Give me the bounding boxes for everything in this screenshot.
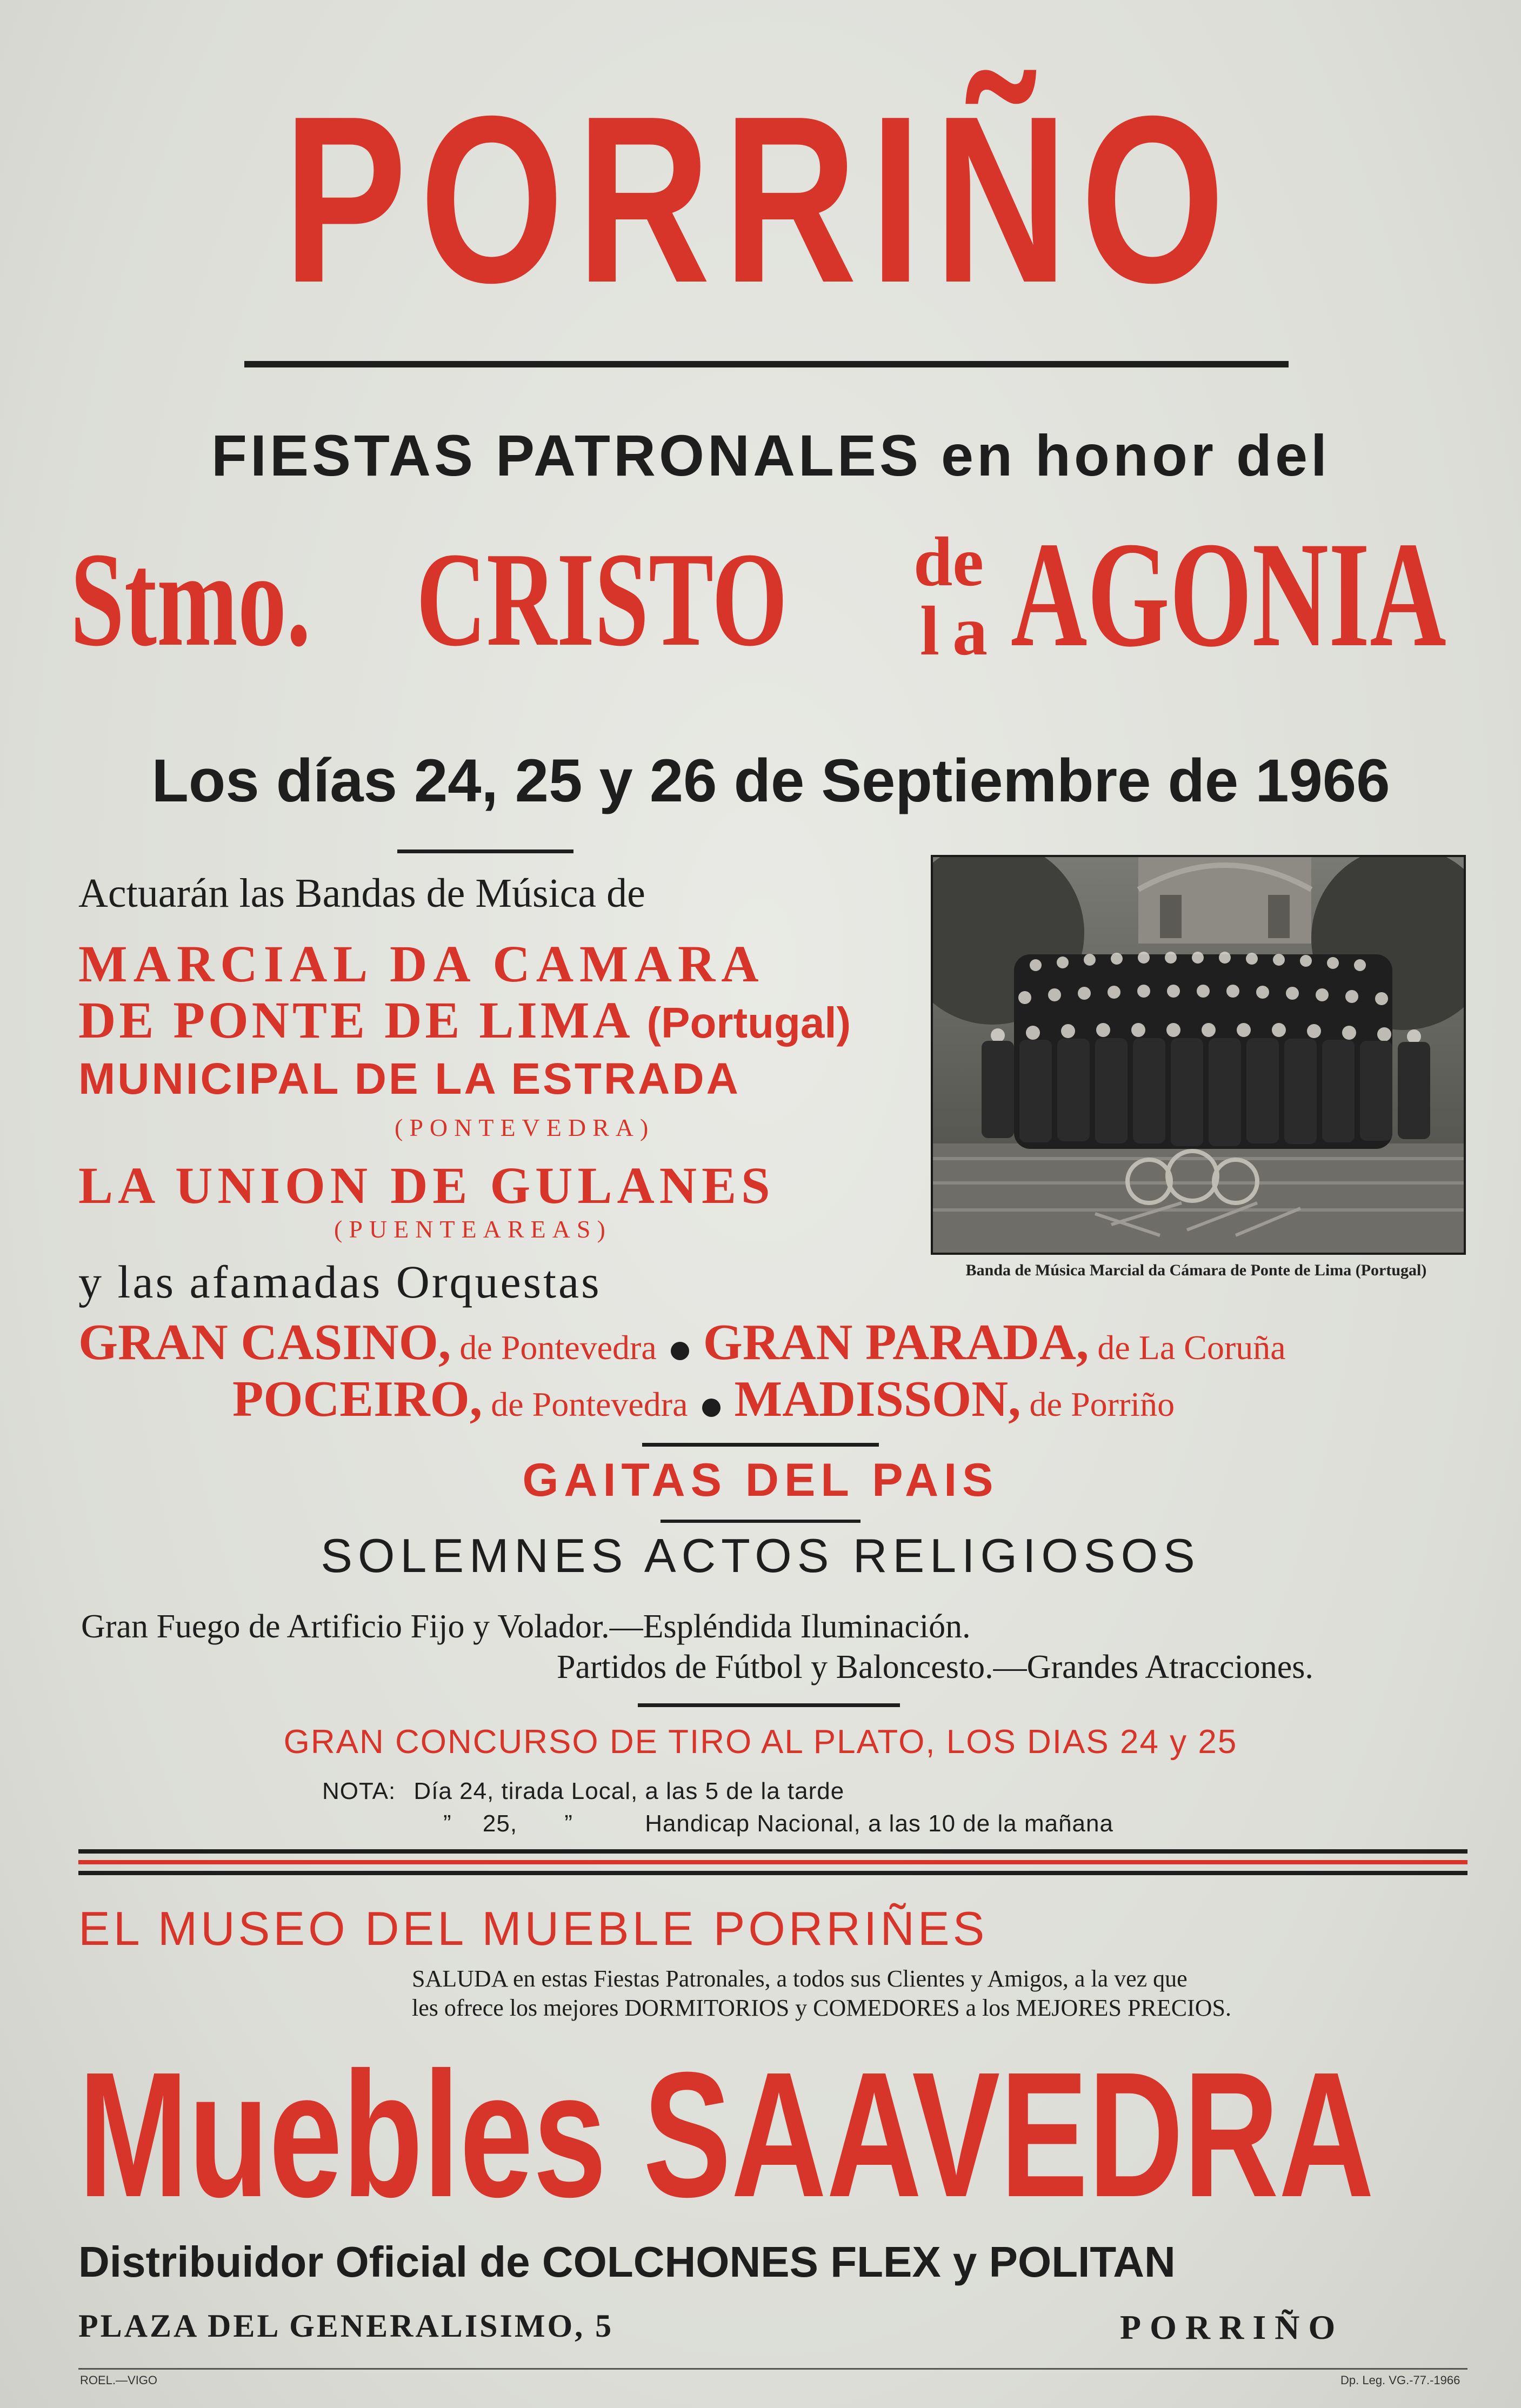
note-line-2 <box>443 1810 1113 1837</box>
printer-mark <box>80 2373 157 2387</box>
legal-deposit <box>1340 2373 1460 2387</box>
museum-text: EL MUSEO DEL MUEBLE PORRIÑES <box>78 1902 988 1955</box>
contest-line <box>0 1723 1521 1761</box>
orchestras-intro <box>78 1255 602 1309</box>
dates-text: Los días 24, 25 y 26 de Septiembre de 1966 <box>151 747 1390 814</box>
note-line-1 <box>322 1778 844 1805</box>
city-text: PORRIÑO <box>1120 2308 1344 2346</box>
ad-text-2-content: les ofrece los mejores DORMITORIOS y COMEDORES a los MEJORES PRECIOS. <box>412 1995 1231 2021</box>
orchestra-4-name: MADISSON, <box>734 1371 1021 1427</box>
bullet-dot <box>702 1399 721 1417</box>
brand-text: Muebles SAAVEDRA <box>78 2035 1375 2234</box>
triple-rule-middle <box>78 1860 1467 1864</box>
program-line-1 <box>81 1608 971 1646</box>
orchestra-4-place: de Porriño <box>1029 1385 1175 1423</box>
orchestras-intro-text: y las afamadas Orquestas <box>78 1256 602 1308</box>
dates-line <box>74 746 1468 815</box>
bands-intro-text: Actuarán las Bandas de Música de <box>78 871 645 916</box>
de-text: de <box>913 523 984 601</box>
brand-line <box>78 2035 1521 2234</box>
museum-line <box>78 1901 988 1956</box>
ad-text-1 <box>412 1965 1188 1992</box>
band-1-line-a <box>78 934 765 994</box>
orchestras-separator <box>642 1443 879 1447</box>
orchestras-row-1 <box>78 1313 1286 1372</box>
religious-line <box>0 1528 1521 1583</box>
program-line-2 <box>557 1648 1313 1687</box>
fiestas-line <box>74 422 1468 489</box>
contest-text: GRAN CONCURSO DE TIRO AL PLATO, LOS DIAS 24 y 25 <box>283 1723 1238 1761</box>
band-1-country: (Portugal) <box>646 999 851 1047</box>
ditto-mark-1: ” <box>443 1810 452 1837</box>
triple-rule-top <box>78 1849 1467 1854</box>
legal-text: Dp. Leg. VG.-77.-1966 <box>1340 2373 1460 2387</box>
triple-rule-bottom <box>78 1871 1467 1875</box>
note-1-text: Día 24, tirada Local, a las 5 de la tarde <box>413 1778 845 1804</box>
band-2-place-text: (PONTEVEDRA) <box>395 1114 655 1141</box>
distributor-line <box>78 2237 1176 2287</box>
printer-text: ROEL.—VIGO <box>80 2373 158 2387</box>
cristo-line <box>70 503 1476 708</box>
band-3-name: LA UNION DE GULANES <box>78 1156 775 1214</box>
orchestra-2-name: GRAN PARADA, <box>703 1314 1089 1370</box>
program-line-2-text: Partidos de Fútbol y Baloncesto.—Grandes Atracciones. <box>557 1649 1313 1685</box>
note-2-day: 25, <box>482 1810 518 1837</box>
program-line-1-text: Gran Fuego de Artificio Fijo y Volador.—Espléndida Iluminación. <box>81 1608 971 1645</box>
distributor-text: Distribuidor Oficial de COLCHONES FLEX y POLITAN <box>78 2238 1176 2286</box>
address-line <box>78 2307 613 2345</box>
fiestas-text: FIESTAS PATRONALES en honor del <box>211 423 1331 488</box>
photo-caption-text: Banda de Música Marcial da Cámara de Ponte de Lima (Portugal) <box>965 1261 1427 1279</box>
dates-separator <box>397 850 573 853</box>
ditto-mark-2: ” <box>564 1810 573 1837</box>
town-name: PORRIÑO <box>283 67 1238 332</box>
cristo-text: CRISTO <box>416 525 788 674</box>
orchestras-row-2 <box>232 1370 1175 1428</box>
note-2-text: Handicap Nacional, a las 10 de la mañana <box>645 1810 1113 1837</box>
photo-caption <box>931 1261 1462 1280</box>
address-text: PLAZA DEL GENERALISIMO, 5 <box>78 2308 614 2344</box>
band-2-place <box>395 1113 655 1142</box>
ad-text-1-content: SALUDA en estas Fiestas Patronales, a todos sus Clientes y Amigos, a la vez que <box>412 1965 1188 1992</box>
band-1-line-b <box>78 990 851 1050</box>
band-1-name-a: MARCIAL DA CAMARA <box>78 935 765 993</box>
band-3-line <box>78 1155 775 1215</box>
band-2-name: MUNICIPAL DE LA ESTRADA <box>78 1054 741 1103</box>
gaitas-text: GAITAS DEL PAIS <box>522 1454 999 1506</box>
band-3-place-text: (PUENTEAREAS) <box>334 1215 612 1243</box>
gaitas-separator <box>661 1520 860 1523</box>
band-photo <box>931 855 1466 1255</box>
orchestra-3-place: de Pontevedra <box>491 1385 688 1423</box>
footer-rule <box>78 2368 1467 2370</box>
poster-title <box>0 67 1521 332</box>
religious-text: SOLEMNES ACTOS RELIGIOSOS <box>321 1529 1200 1582</box>
orchestra-1-place: de Pontevedra <box>459 1328 657 1367</box>
ad-text-2 <box>412 1994 1231 2022</box>
city-line <box>1120 2307 1344 2347</box>
band-3-place <box>334 1215 612 1243</box>
bullet-dot <box>671 1342 689 1360</box>
orchestra-1-name: GRAN CASINO, <box>78 1314 451 1370</box>
note-label: NOTA: <box>322 1778 396 1804</box>
bands-intro <box>78 870 645 917</box>
agonia-text: AGONIA <box>1011 510 1446 678</box>
orchestra-3-name: POCEIRO, <box>232 1371 483 1427</box>
band-photo-illustration <box>933 857 1464 1253</box>
title-underline <box>244 361 1289 367</box>
la-text: la <box>920 592 1001 670</box>
band-2-line <box>78 1054 741 1105</box>
stmo-text: Stmo. <box>70 525 311 674</box>
orchestra-2-place: de La Coruña <box>1097 1328 1286 1367</box>
program-separator <box>638 1703 900 1707</box>
gaitas-line <box>0 1454 1521 1507</box>
band-1-name-b: DE PONTE DE LIMA <box>78 991 631 1049</box>
